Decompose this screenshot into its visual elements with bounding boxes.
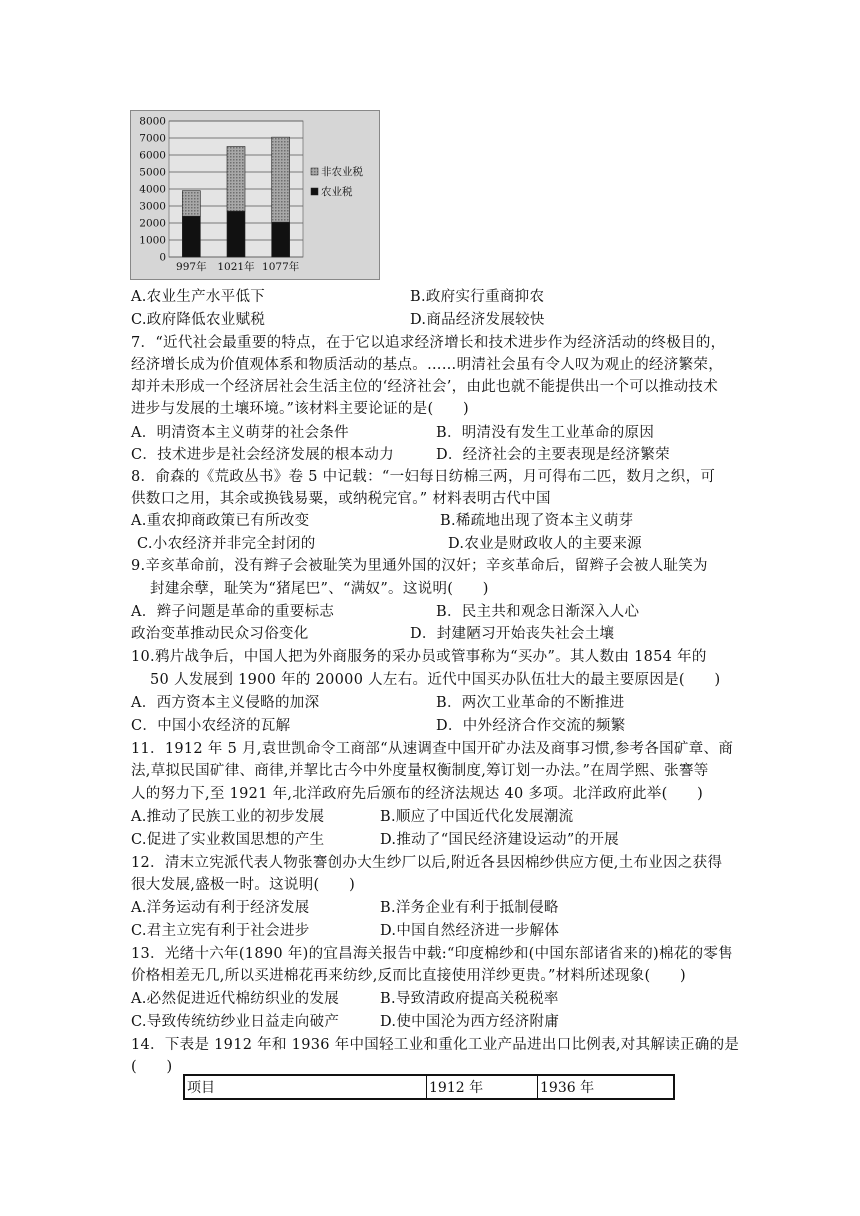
q11-stem-line1: 11．1912 年 5 月,袁世凯命令工商部“从速调查中国开矿办法及商事习惯,参考各国矿章、商 [131,741,734,757]
q9-option-c[interactable]: 政治变革推动民众习俗变化 [131,626,309,642]
q13-stem-line1: 13．光绪十六年(1890 年)的宜昌海关报告中载:“印度棉纱和(中国东部诸省来的)棉花的零售 [131,946,733,962]
y-tick-label: 8000 [139,115,166,128]
q13-option-b[interactable]: B.导致清政府提高关税税率 [380,991,559,1007]
q10-stem-line2: 50 人发展到 1900 年的 20000 人左右。近代中国买办队伍壮大的最主要原因是( ) [150,672,721,688]
y-tick-label: 3000 [139,200,166,213]
legend-label: 非农业税 [321,166,363,178]
q11-option-c[interactable]: C.促进了实业救国思想的产生 [131,832,325,848]
q8-option-a[interactable]: A.重农抑商政策已有所改变 [131,513,310,529]
y-tick-label: 2000 [139,217,166,230]
q9-option-a[interactable]: A．辫子问题是革命的重要标志 [131,604,335,620]
q14-stem-line1: 14．下表是 1912 年和 1936 年中国轻工业和重化工业产品进出口比例表,对其解读正确的是 [131,1037,740,1053]
bar-segment [272,222,290,257]
y-tick-label: 0 [159,251,166,264]
q11-stem-line3: 人的努力下,至 1921 年,北洋政府先后颁布的经济法规达 40 多项。北洋政府此举( ) [131,786,704,802]
q12-stem-line2: 很大发展,盛极一时。这说明( ) [131,877,356,893]
q10-option-b[interactable]: B．两次工业革命的不断推进 [436,695,625,711]
q7-option-c[interactable]: C．技术进步是社会经济发展的根本动力 [131,447,394,463]
q12-option-c[interactable]: C.君主立宪有利于社会进步 [131,923,310,939]
q9-option-b[interactable]: B．民主共和观念日渐深入人心 [436,604,640,620]
q13-option-d[interactable]: D.使中国沦为西方经济附庸 [380,1014,560,1030]
table-header-cell: 1936 年 [538,1075,675,1099]
q10-option-a[interactable]: A．西方资本主义侵略的加深 [131,695,320,711]
q10-option-c[interactable]: C．中国小农经济的瓦解 [131,718,291,734]
y-tick-label: 4000 [139,183,166,196]
q13-stem-line2: 价格相差无几,所以买进棉花再来纺纱,反而比直接使用洋纱更贵。”材料所述现象( ) [131,968,686,984]
q7-option-b[interactable]: B．明清没有发生工业革命的原因 [436,425,655,441]
q13-option-c[interactable]: C.导致传统纺纱业日益走向破产 [131,1014,340,1030]
chart-svg [131,111,379,279]
import-export-table [183,1074,675,1100]
q10-option-d[interactable]: D．中外经济合作交流的频繁 [436,718,626,734]
q8-stem-line2: 供数口之用，其余或换钱易粟，或纳税完官。” 材料表明古代中国 [131,491,551,507]
q7-stem-line3: 却并未形成一个经济居社会生活主位的‘经济社会’，由此也就不能提供出一个可以推动技术 [131,379,719,395]
x-tick-label: 1077年 [262,261,300,273]
table-header-row [184,1075,674,1099]
tax-bar-chart [130,110,380,280]
q8-option-d[interactable]: D.农业是财政收人的主要来源 [448,536,642,552]
y-tick-label: 7000 [139,132,166,145]
q12-option-b[interactable]: B.洋务企业有利于抵制侵略 [380,900,559,916]
x-tick-label: 997年 [176,261,207,273]
q11-stem-line2: 法,草拟民国矿律、商律,并挈比古今中外度量权衡制度,筹订划一办法。”在周学熙、张謇等 [131,763,709,779]
q11-option-a[interactable]: A.推动了民族工业的初步发展 [131,809,325,825]
q11-option-d[interactable]: D.推动了“国民经济建设运动”的开展 [380,832,619,848]
q11-option-b[interactable]: B.顺应了中国近代化发展潮流 [380,809,574,825]
q9-option-d[interactable]: D．封建陋习开始丧失社会土壤 [410,626,615,642]
q13-option-a[interactable]: A.必然促进近代棉纺织业的发展 [131,991,340,1007]
q8-stem-line1: 8．俞森的《荒政丛书》卷 5 中记载：“一妇每日纺棉三两，月可得布二匹，数月之织，可 [131,469,716,485]
q7-stem-line4: 进步与发展的土壤环境。”该材料主要论证的是( ) [131,401,469,417]
q7-stem-line2: 经济增长成为价值观体系和物质活动的基点。……明清社会虽有令人叹为观止的经济繁荣， [131,357,723,373]
q8-option-c[interactable]: C.小农经济并非完全封闭的 [137,536,316,552]
q9-stem-line2: 封建余孽，耻笑为“猪尾巴”、“满奴”。这说明( ) [150,581,489,597]
q12-option-d[interactable]: D.中国自然经济进一步解体 [380,923,560,939]
y-tick-label: 6000 [139,149,166,162]
bar-segment [227,211,245,257]
x-tick-label: 1021年 [217,261,255,273]
q6-option-a[interactable]: A.农业生产水平低下 [131,289,266,305]
q9-stem-line1: 9.辛亥革命前，没有辫子会被耻笑为里通外国的汉奸；辛亥革命后，留辫子会被人耻笑为 [131,558,708,574]
q6-option-b[interactable]: B.政府实行重商抑农 [410,289,545,305]
y-tick-label: 1000 [139,234,166,247]
bar-segment [182,191,200,217]
y-tick-label: 5000 [139,166,166,179]
legend-swatch [311,188,318,195]
q14-stem-line2: ( ) [131,1059,173,1075]
legend-label: 农业税 [321,186,353,198]
q7-stem-line1: 7．“近代社会最重要的特点，在于它以追求经济增长和技术进步作为经济活动的终极目的， [131,335,726,351]
q6-option-d[interactable]: D.商品经济发展较快 [410,312,545,328]
legend-swatch [311,168,318,175]
bar-segment [272,137,290,222]
q7-option-a[interactable]: A．明清资本主义萌芽的社会条件 [131,425,349,441]
bar-segment [182,216,200,257]
q10-stem-line1: 10.鸦片战争后，中国人把为外商服务的采办员或管事称为“买办”。其人数由 1854 年的 [131,649,707,665]
q12-option-a[interactable]: A.洋务运动有利于经济发展 [131,900,310,916]
q7-option-d[interactable]: D．经济社会的主要表现是经济繁荣 [436,447,670,463]
table-header-cell: 1912 年 [427,1075,538,1099]
q6-option-c[interactable]: C.政府降低农业赋税 [131,312,266,328]
q8-option-b[interactable]: B.稀疏地出现了资本主义萌芽 [440,513,634,529]
q12-stem-line1: 12．清末立宪派代表人物张謇创办大生纱厂以后,附近各县因棉纱供应方便,土布业因之获得 [131,855,723,871]
table-header-cell: 项目 [184,1075,427,1099]
bar-segment [227,147,245,212]
